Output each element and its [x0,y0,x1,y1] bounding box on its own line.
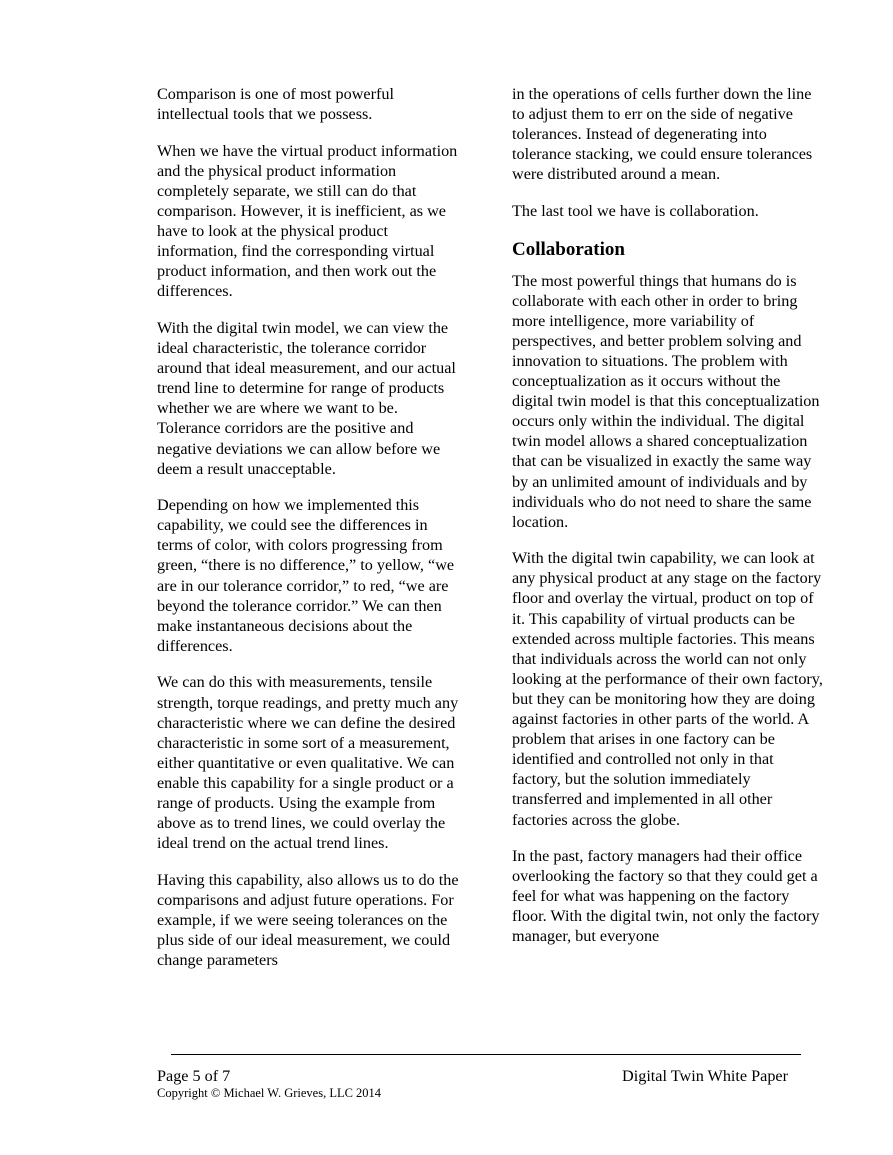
paragraph: Comparison is one of most powerful intellectual tools that we possess. [157,85,394,124]
document-title: Digital Twin White Paper [622,1067,788,1085]
section-heading: Collaboration [512,238,625,260]
paragraph: in the operations of cells further down the line to adjust them to err on the side of negative tolerances. Instead of degenerating into tolerance stacking, we could ensure tolerances were distributed around a mean. [512,85,813,184]
paragraph: Depending on how we implemented this capability, we could see the differences in terms of color, with colors progressing from green, “there is no difference,” to yellow, “we are in our tolerance corridor,” to red, “we are beyond the tolerance corridor.” We can then make instantaneous decisions about the differences. [157,496,455,655]
footer-divider [171,1054,801,1055]
paragraph: We can do this with measurements, tensile strength, torque readings, and pretty much any characteristic where we can define the desired characteristic in some sort of a measurement, either quantitative or even qualitative. We can enable this capability for a single product or a range of products. Using the example from above as to trend lines, we could overlay the ideal trend on the actual trend lines. [157,673,459,853]
page-number: Page 5 of 7 [157,1067,231,1085]
right-column [512,84,824,963]
paragraph: The last tool we have is collaboration. [512,201,759,220]
paragraph: The most powerful things that humans do is collaborate with each other in order to bring more intelligence, more variability of perspectives, and better problem solving and innovation to situations. The problem with conceptualization as it occurs without the digital twin model is that this conceptualization occurs only within the individual. The digital twin model allows a shared conceptualization that can be visualized in exactly the same way by an unlimited amount of individuals and by individuals who do not need to share the same location. [512,271,820,531]
paragraph: When we have the virtual product information and the physical product information completely separate, we still can do that comparison. However, it is inefficient, as we have to look at the physical product information, find the corresponding virtual product information, and then work out the differences. [157,141,458,301]
paragraph: Having this capability, also allows us to do the comparisons and adjust future operations. For example, if we were seeing tolerances on the plus side of our ideal measurement, we could change parameters [157,870,459,970]
copyright-notice: Copyright © Michael W. Grieves, LLC 2014 [157,1086,382,1100]
paragraph: With the digital twin model, we can view the ideal characteristic, the tolerance corridor around that ideal measurement, and our actual trend line to determine for range of products whether we are where we want to be. Tolerance corridors are the positive and negative deviations we can allow before we deem a result unacceptable. [157,318,456,478]
paragraph: With the digital twin capability, we can look at any physical product at any stage on the factory floor and overlay the virtual, product on top of it. This capability of virtual products can be extended across multiple factories. This means that individuals across the world can not only looking at the performance of their own factory, but they can be monitoring how they are doing against factories in other parts of the world. A problem that arises in one factory can be identified and controlled not only in that factory, but the solution immediately transferred and implemented in all other factories across the globe. [512,549,823,829]
paragraph: In the past, factory managers had their office overlooking the factory so that they could get a feel for what was happening on the factory floor. With the digital twin, not only the factory manager, but everyone [512,847,820,946]
left-column [157,84,463,987]
